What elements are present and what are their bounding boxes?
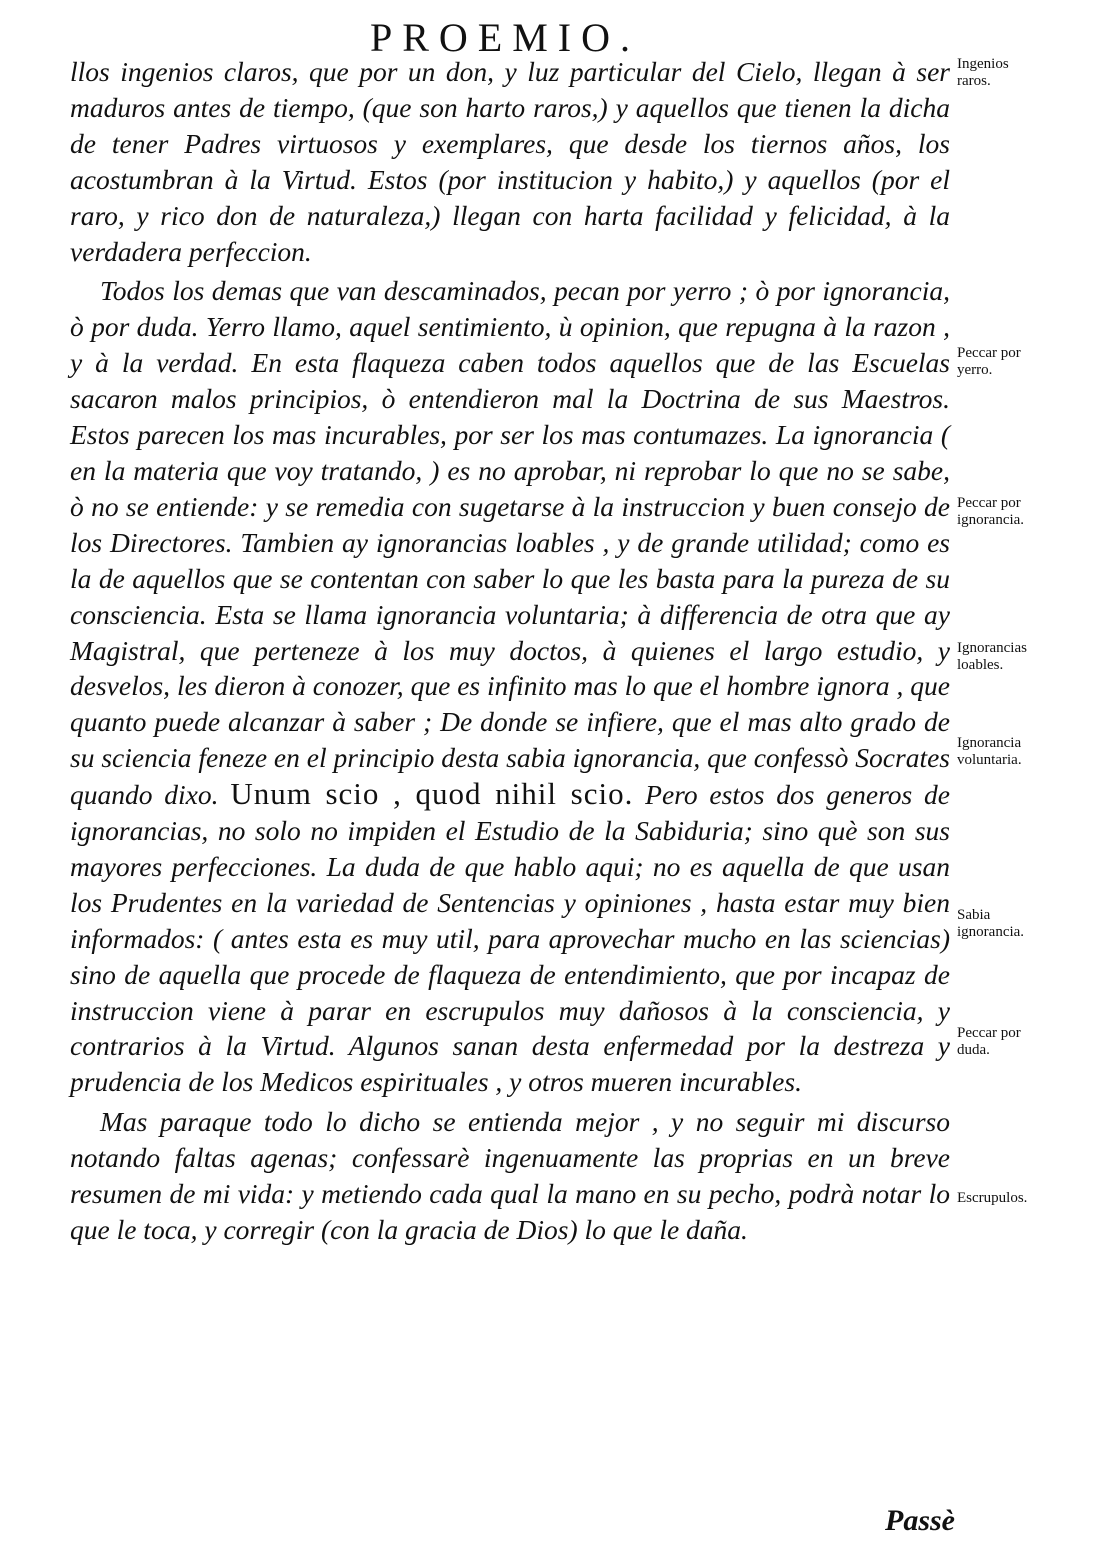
margin-note-ignorancia-voluntaria: Ignorancia voluntaria. [957,735,1022,768]
page-header: PROEMIO. [369,15,641,60]
margin-note-peccar-por-duda: Peccar por duda. [957,1025,1021,1058]
margin-note-peccar-por-yerro: Peccar por yerro. [957,345,1021,378]
margin-note-peccar-por-ignorancia: Peccar por ignorancia. [957,495,1025,528]
margin-note-ignorancias-loables: Ignorancias loables. [957,640,1027,673]
paragraph-1: llos ingenios claros, que por un don, y luz particular del Cielo, llegan à ser maduros antes de tiempo, (que son harto raros,) y aquellos que tienen la dicha de tener Padres virtuosos y exemplares, que desde los tiernos años, los acostumbran à la Virtud. Estos (por institucion y habito,) y aquellos (por el raro, y rico don de naturaleza,) llegan con harta facilidad y felicidad, à la verdadera perfeccion. [70,56,950,267]
paragraph-3: Mas paraque todo lo dicho se entienda mejor , y no seguir mi discurso notando faltas agenas; confessarè ingenuamente las proprias en un breve resumen de mi vida: y metiendo cada qual la mano en su pecho, podrà notar lo que le toca, y corregir (con la gracia de Dios) lo que le daña. [70,1106,950,1245]
margin-note-sabia-ignorancia: Sabia ignorancia. [957,907,1025,940]
paragraph-2-part-1: Todos los demas que van descaminados, pecan por yerro ; ò por ignorancia, ò por duda. Yerro llamo, aquel sentimiento, ù opinion, que repugna à la razon , y à la verdad. En esta flaqueza caben todos aquellos que de las Escuelas sacaron malos principios, ò entendieron mal la Doctrina de sus Maestros. Estos parecen los mas incurables, por ser los mas contumazes. La ignorancia ( en la materia que voy tratando, ) es no aprobar, ni reprobar lo que no se sabe, ò no se entiende: y se remedia con sugetarse à la instruccion y buen consejo de los Directores. Tambien ay ignorancias loables , y de grande utilidad; como es la de aquellos que se contentan con saber lo que les basta para la pureza de su consciencia. Esta se llama ignorancia voluntaria; à differencia de otra que ay Magistral, que perteneze à los muy doctos, à quienes el largo estudio, y desvelos, les dieron à conozer, que es infinito mas lo que el hombre ignora , que quanto puede alcanzar à saber ; De donde se infiere, que el mas alto grado de su sciencia feneze en el principio desta sabia ignorancia, que confessò Socrates quando dixo. [70,275,950,811]
paragraph-2 [70,273,950,1100]
main-text [70,54,950,1248]
margin-note-escrupulos: Escrupulos. [957,1190,1028,1206]
latin-quote: Unum scio , quod nihil scio. [230,776,634,812]
margin-note-ingenios-raros: Ingenios raros. [957,56,1009,89]
paragraph-2-part-2: Pero estos dos generos de ignorancias, no solo no impiden el Estudio de la Sabiduria; sino què son sus mayores perfecciones. La duda de que hablo aqui; no es aquella de que usan los Prudentes en la variedad de Sentencias y opiniones , hasta estar muy bien informados: ( antes esta es muy util, para aprovechar mucho en las sciencias) sino de aquella que procede de flaqueza de entendimiento, que por incapaz de instruccion viene à parar en escrupulos muy dañosos à la consciencia, y contrarios à la Virtud. Algunos sanan desta enfermedad por la destreza y prudencia de los Medicos espirituales , y otros mueren incurables. [70,779,950,1098]
catchword: Passè [885,1504,955,1537]
